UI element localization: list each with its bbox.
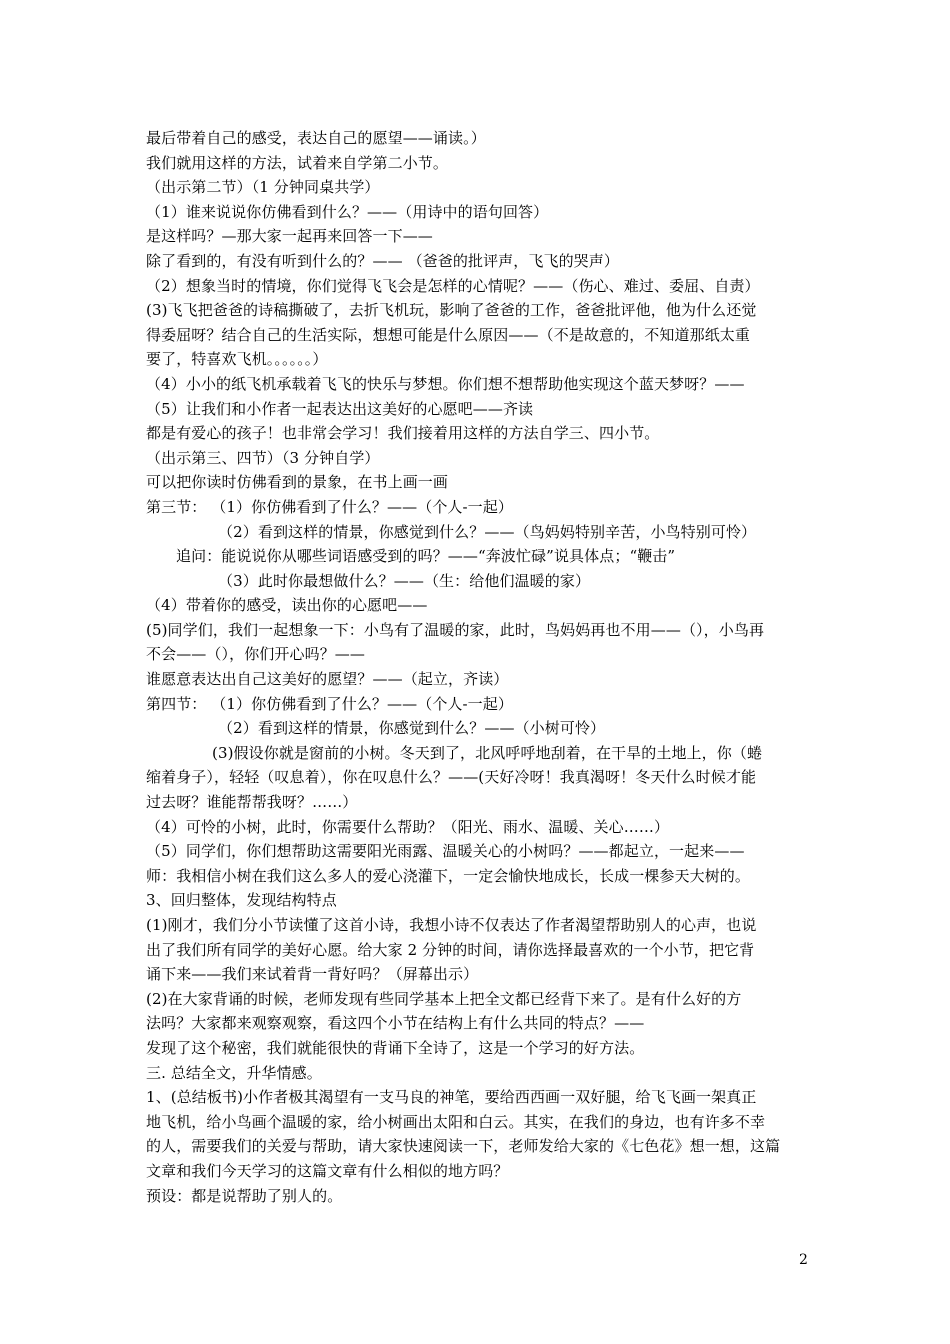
text-line: 缩着身子），轻轻（叹息着），你在叹息什么？——(天好冷呀！我真渴呀！冬天什么时候才能 (146, 768, 757, 787)
text-line: 是这样吗？—那大家一起再来回答一下—— (146, 227, 433, 246)
text-line: 可以把你读时仿佛看到的景象，在书上画一画 (146, 473, 449, 492)
text-line: 得委屈呀？结合自己的生活实际，想想可能是什么原因——（不是故意的，不知道那纸太重 (146, 325, 751, 344)
text-line: (3)飞飞把爸爸的诗稿撕破了，去折飞机玩，影响了爸爸的工作，爸爸批评他，他为什么还觉 (146, 301, 757, 320)
text-line: 追问：能说说你从哪些词语感受到的吗？——“奔波忙碌”说具体点；“鞭击” (176, 547, 676, 566)
text-line: 法吗？大家都来观察观察，看这四个小节在结构上有什么共同的特点？—— (146, 1014, 645, 1033)
section-heading: 3、回归整体，发现结构特点 (146, 891, 337, 910)
section-heading: 三. 总结全文，升华情感。 (146, 1063, 322, 1082)
text-line: （4）可怜的小树，此时，你需要什么帮助？（阳光、雨水、温暖、关心……） (146, 817, 670, 836)
text-line: （1）谁来说说你仿佛看到什么？——（用诗中的语句回答） (146, 202, 549, 221)
text-line: 预设：都是说帮助了别人的。 (146, 1186, 343, 1205)
text-line: (2)在大家背诵的时候，老师发现有些同学基本上把全文都已经背下来了。是有什么好的方 (146, 989, 742, 1008)
text-line: 的人，需要我们的关爱与帮助，请大家快速阅读一下，老师发给大家的《七色花》想一想，这篇 (146, 1137, 781, 1156)
text-line: 除了看到的，有没有听到什么的？—— （爸爸的批评声，飞飞的哭声） (146, 251, 619, 270)
document-body (146, 126, 816, 1208)
text-line: 我们就用这样的方法，试着来自学第二小节。 (146, 153, 449, 172)
text-line: 第四节： （1）你仿佛看到了什么？——（个人-一起） (146, 694, 513, 713)
text-line: （2）想象当时的情境，你们觉得飞飞会是怎样的心情呢？——（伤心、难过、委屈、自责） (146, 276, 760, 295)
text-line: 谁愿意表达出自己这美好的愿望？——（起立，齐读） (146, 670, 509, 689)
text-line: （2）看到这样的情景，你感觉到什么？——（鸟妈妈特别辛苦，小鸟特别可怜） (218, 522, 757, 541)
text-line: （出示第二节）（1 分钟同桌共学） (146, 178, 380, 197)
text-line: 1、(总结板书)小作者极其渴望有一支马良的神笔，要给西西画一双好腿，给飞飞画一架真正 (146, 1088, 757, 1107)
text-line: 文章和我们今天学习的这篇文章有什么相似的地方吗？ (146, 1161, 509, 1180)
text-line: 出了我们所有同学的美好心愿。给大家 2 分钟的时间，请你选择最喜欢的一个小节，把它背 (146, 940, 755, 959)
text-line: （4）带着你的感受，读出你的心愿吧—— (146, 596, 428, 615)
text-line: （3）此时你最想做什么？——（生：给他们温暖的家） (218, 571, 591, 590)
text-line: （4）小小的纸飞机承载着飞飞的快乐与梦想。你们想不想帮助他实现这个蓝天梦呀？—— (146, 374, 745, 393)
text-line: 不会——（），你们开心吗？—— (146, 645, 366, 664)
text-line: 诵下来——我们来试着背一背好吗？（屏幕出示） (146, 965, 479, 984)
text-line: （出示第三、四节）（3 分钟自学） (146, 448, 380, 467)
text-line: （5）同学们，你们想帮助这需要阳光雨露、温暖关心的小树吗？——都起立，一起来—— (146, 842, 745, 861)
text-line: 过去呀？谁能帮帮我呀？……） (146, 793, 358, 812)
text-line: (5)同学们，我们一起想象一下：小鸟有了温暖的家，此时，鸟妈妈再也不用——（），小鸟再 (146, 620, 765, 639)
text-line: 第三节： （1）你仿佛看到了什么？——（个人-一起） (146, 497, 513, 516)
text-line: 地飞机，给小鸟画个温暖的家，给小树画出太阳和白云。其实，在我们的身边，也有许多不幸 (146, 1112, 766, 1131)
text-line: 都是有爱心的孩子！也非常会学习！我们接着用这样的方法自学三、四小节。 (146, 424, 660, 443)
text-line: 师：我相信小树在我们这么多人的爱心浇灌下，一定会愉快地成长，长成一棵参天大树的。 (146, 866, 751, 885)
text-line: (1)刚才，我们分小节读懂了这首小诗，我想小诗不仅表达了作者渴望帮助别人的心声，也说 (146, 916, 757, 934)
page-number: 2 (799, 1252, 808, 1268)
text-line: 要了，特喜欢飞机。。。。。。） (146, 350, 328, 369)
text-line: 发现了这个秘密，我们就能很快的背诵下全诗了，这是一个学习的好方法。 (146, 1038, 645, 1057)
text-line: (3)假设你就是窗前的小树。冬天到了，北风呼呼地刮着，在干旱的土地上，你（蜷 (212, 743, 763, 762)
text-line: （5）让我们和小作者一起表达出这美好的心愿吧——齐读 (146, 399, 534, 418)
text-line: 最后带着自己的感受，表达自己的愿望——诵读。） (146, 129, 486, 147)
text-line: （2）看到这样的情景，你感觉到什么？——（小树可怜） (218, 719, 606, 738)
